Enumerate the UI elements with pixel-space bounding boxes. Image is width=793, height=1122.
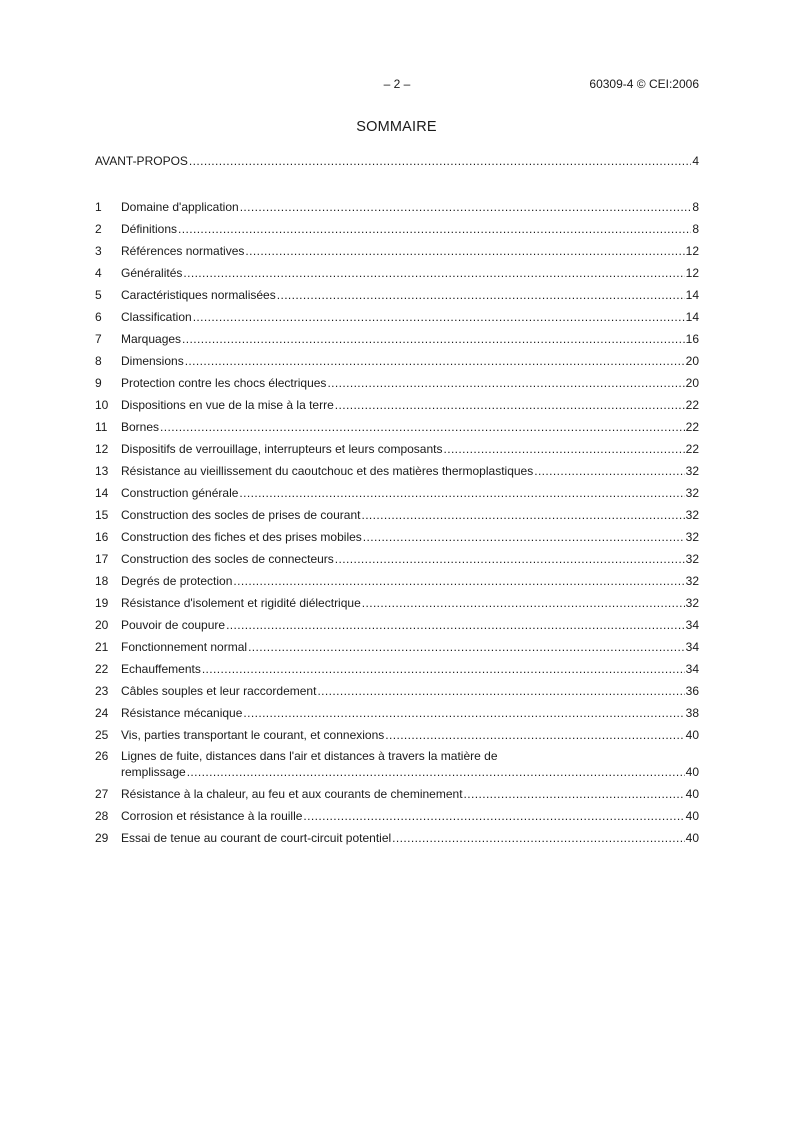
toc-entry-label-line1: Lignes de fuite, distances dans l'air et distances à travers la matière de (121, 749, 498, 763)
toc-entry-label: Fonctionnement normal (121, 640, 248, 654)
toc-entry-number: 6 (95, 310, 102, 324)
toc-entry-number: 21 (95, 640, 109, 654)
toc-entry-page: 20 (685, 354, 699, 368)
toc-entry-label: Résistance au vieillissement du caoutchouc et des matières thermoplastiques (121, 464, 534, 478)
toc-entry-page: 40 (685, 831, 699, 845)
toc-entry-page: 32 (685, 486, 699, 500)
toc-entry-3[interactable] (95, 243, 699, 259)
toc-entry-number: 19 (95, 596, 109, 610)
toc-entry-label: AVANT-PROPOS (95, 154, 188, 168)
dot-leader (189, 153, 691, 169)
toc-entry-page: 8 (692, 200, 699, 214)
toc-entry-page: 40 (685, 728, 699, 742)
toc-entry-number: 3 (95, 244, 102, 258)
toc-entry-number: 17 (95, 552, 109, 566)
dot-leader (335, 551, 685, 567)
toc-entry-18[interactable] (95, 573, 699, 589)
toc-entry-page: 8 (692, 222, 699, 236)
dot-leader (534, 463, 684, 479)
toc-entry-label: Caractéristiques normalisées (121, 288, 276, 302)
toc-entry-label: Degrés de protection (121, 574, 233, 588)
toc-entry-14[interactable] (95, 485, 699, 501)
toc-entry-1[interactable] (95, 199, 699, 215)
toc-entry-label: Protection contre les chocs électriques (121, 376, 327, 390)
dot-leader (193, 309, 685, 325)
toc-entry-page: 20 (685, 376, 699, 390)
dot-leader (362, 595, 685, 611)
dot-leader (443, 441, 684, 457)
toc-entry-22[interactable] (95, 661, 699, 677)
dot-leader (317, 683, 684, 699)
toc-entry-page: 40 (685, 765, 699, 779)
toc-entry-number: 25 (95, 728, 109, 742)
toc-entry-25[interactable] (95, 727, 699, 743)
toc-entry-page: 32 (685, 464, 699, 478)
toc-entry-label: Construction des socles de prises de courant (121, 508, 361, 522)
toc-entry-label: Essai de tenue au courant de court-circuit potentiel (121, 831, 392, 845)
toc-entry-number: 2 (95, 222, 102, 236)
toc-entry-27[interactable] (95, 786, 699, 802)
toc-entry-6[interactable] (95, 309, 699, 325)
toc-entry-page: 22 (685, 398, 699, 412)
page-header (95, 77, 699, 93)
dot-leader (245, 243, 684, 259)
toc-entry-label: Echauffements (121, 662, 201, 676)
dot-leader (183, 265, 684, 281)
toc-entry-label: Construction des fiches et des prises mobiles (121, 530, 362, 544)
toc-entry-label: Dispositifs de verrouillage, interrupteurs et leurs composants (121, 442, 443, 456)
toc-entry-page: 38 (685, 706, 699, 720)
toc-entry-number: 9 (95, 376, 102, 390)
toc-entry-page: 34 (685, 662, 699, 676)
toc-entry-label: Classification (121, 310, 192, 324)
toc-entry-12[interactable] (95, 441, 699, 457)
toc-entry-page: 22 (685, 442, 699, 456)
dot-leader (226, 617, 685, 633)
toc-entry-label: Vis, parties transportant le courant, et connexions (121, 728, 385, 742)
dot-leader (178, 221, 691, 237)
toc-entry-number: 24 (95, 706, 109, 720)
document-reference: 60309-4 © CEI:2006 (589, 77, 699, 91)
toc-entry-label: Références normatives (121, 244, 245, 258)
toc-entry-page: 12 (685, 244, 699, 258)
dot-leader (335, 397, 685, 413)
toc-entry-number: 11 (95, 420, 108, 434)
toc-entry-page: 4 (692, 154, 699, 168)
toc-entry-4[interactable] (95, 265, 699, 281)
toc-entry-avant-propos[interactable] (95, 153, 699, 169)
toc-entry-label: Résistance à la chaleur, au feu et aux courants de cheminement (121, 787, 463, 801)
toc-entry-number: 16 (95, 530, 109, 544)
dot-leader (464, 786, 685, 802)
toc-entry-label: Résistance d'isolement et rigidité diélectrique (121, 596, 361, 610)
toc-entry-label: Généralités (121, 266, 183, 280)
toc-entry-label: Marquages (121, 332, 182, 346)
toc-entry-label: Résistance mécanique (121, 706, 243, 720)
dot-leader (239, 485, 684, 501)
toc-entry-5[interactable] (95, 287, 699, 303)
dot-leader (233, 573, 684, 589)
dot-leader (361, 507, 684, 523)
toc-entry-number: 5 (95, 288, 102, 302)
toc-entry-number: 26 (95, 749, 109, 763)
toc-entry-number: 7 (95, 332, 102, 346)
page-number: – 2 – (383, 77, 411, 91)
toc-entry-10[interactable] (95, 397, 699, 413)
toc-entry-number: 1 (95, 200, 102, 214)
toc-entry-number: 23 (95, 684, 109, 698)
dot-leader (392, 830, 684, 846)
dot-leader (240, 199, 692, 215)
toc-entry-number: 13 (95, 464, 109, 478)
toc-entry-label: Corrosion et résistance à la rouille (121, 809, 303, 823)
toc-entry-label: Bornes (121, 420, 160, 434)
toc-entry-24[interactable] (95, 705, 699, 721)
dot-leader (160, 419, 685, 435)
toc-entry-label-line2: remplissage (121, 765, 186, 779)
toc-entry-page: 36 (685, 684, 699, 698)
toc-entry-17[interactable] (95, 551, 699, 567)
toc-entry-number: 4 (95, 266, 102, 280)
dot-leader (182, 331, 685, 347)
toc-entry-label: Construction des socles de connecteurs (121, 552, 334, 566)
toc-entry-label: Pouvoir de coupure (121, 618, 226, 632)
dot-leader (303, 808, 684, 824)
toc-entry-page: 40 (685, 809, 699, 823)
toc-entry-label: Dimensions (121, 354, 184, 368)
toc-entry-page: 32 (685, 596, 699, 610)
toc-entry-number: 22 (95, 662, 109, 676)
toc-entry-page: 22 (685, 420, 699, 434)
dot-leader (185, 353, 685, 369)
toc-entry-page: 14 (685, 310, 699, 324)
dot-leader (187, 764, 685, 780)
toc-entry-7[interactable] (95, 331, 699, 347)
toc-entry-23[interactable] (95, 683, 699, 699)
toc-entry-number: 29 (95, 831, 109, 845)
toc-entry-page: 32 (685, 530, 699, 544)
toc-entry-21[interactable] (95, 639, 699, 655)
toc-entry-16[interactable] (95, 529, 699, 545)
toc-entry-28[interactable] (95, 808, 699, 824)
toc-entry-label: Définitions (121, 222, 178, 236)
toc-entry-number: 14 (95, 486, 109, 500)
toc-entry-page: 14 (685, 288, 699, 302)
toc-entry-15[interactable] (95, 507, 699, 523)
toc-entry-13[interactable] (95, 463, 699, 479)
toc-entry-number: 20 (95, 618, 109, 632)
toc-entry-page: 32 (685, 574, 699, 588)
page-title: SOMMAIRE (356, 119, 437, 135)
toc-entry-number: 15 (95, 508, 109, 522)
dot-leader (202, 661, 685, 677)
toc-entry-19[interactable] (95, 595, 699, 611)
toc-entry-page: 16 (685, 332, 699, 346)
toc-entry-20[interactable] (95, 617, 699, 633)
toc-entry-9[interactable] (95, 375, 699, 391)
toc-entry-11[interactable] (95, 419, 699, 435)
toc-entry-label: Construction générale (121, 486, 239, 500)
toc-entry-page: 34 (685, 640, 699, 654)
toc-entry-page: 32 (685, 552, 699, 566)
toc-entry-number: 10 (95, 398, 109, 412)
dot-leader (385, 727, 684, 743)
toc-entry-page: 40 (685, 787, 699, 801)
toc-entry-page: 12 (685, 266, 699, 280)
toc-entry-8[interactable] (95, 353, 699, 369)
dot-leader (363, 529, 685, 545)
dot-leader (243, 705, 684, 721)
toc-entry-page: 34 (685, 618, 699, 632)
toc-entry-page: 32 (685, 508, 699, 522)
toc-entry-label: Dispositions en vue de la mise à la terre (121, 398, 334, 412)
toc-entry-number: 12 (95, 442, 109, 456)
toc-entry-number: 27 (95, 787, 109, 801)
toc-entry-2[interactable] (95, 221, 699, 237)
dot-leader (327, 375, 684, 391)
toc-entry-label: Domaine d'application (121, 200, 239, 214)
toc-entry-label: Câbles souples et leur raccordement (121, 684, 317, 698)
toc-entry-29[interactable] (95, 830, 699, 846)
toc-entry-number: 18 (95, 574, 109, 588)
dot-leader (277, 287, 685, 303)
toc-entry-number: 28 (95, 809, 109, 823)
dot-leader (248, 639, 685, 655)
toc-entry-number: 8 (95, 354, 102, 368)
